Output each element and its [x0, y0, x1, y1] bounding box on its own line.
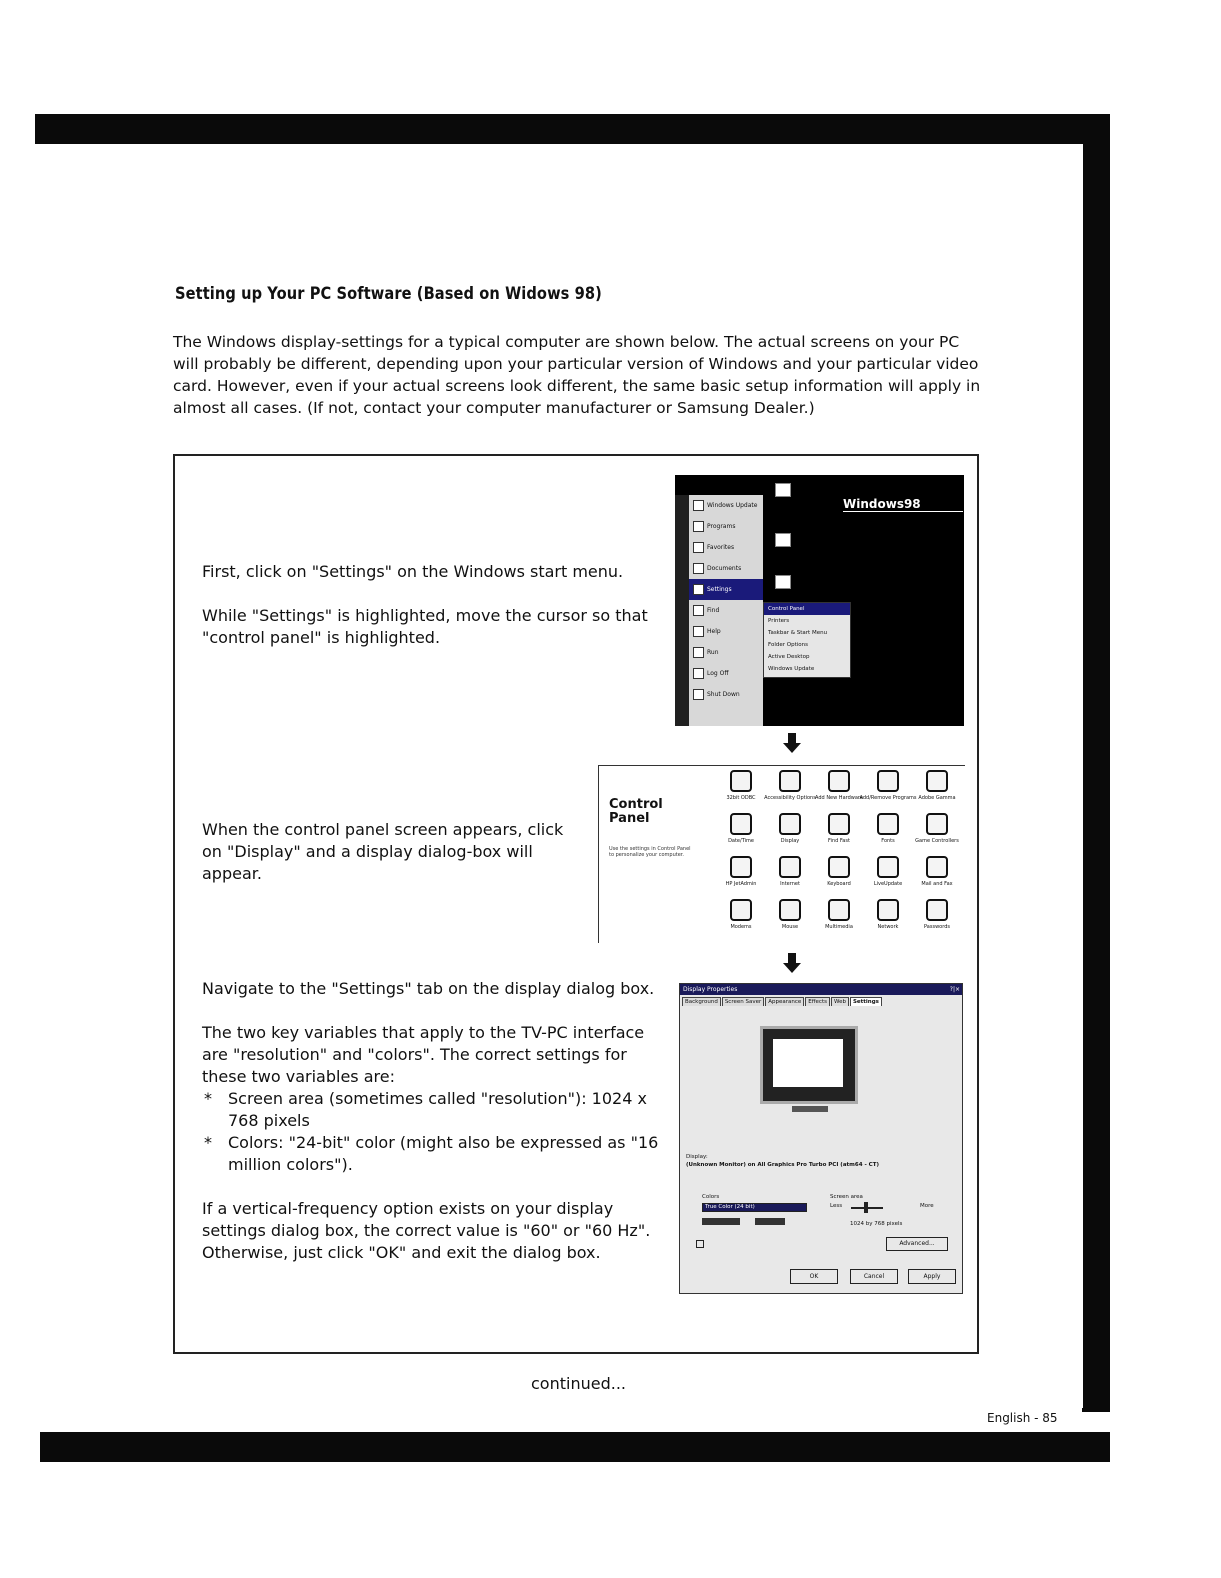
down-arrow-icon: [783, 963, 801, 973]
applet-label: Internet: [780, 881, 800, 887]
desktop-icon: [775, 483, 791, 497]
applet-label: Date/Time: [728, 838, 754, 844]
menu-item-icon: [693, 668, 704, 679]
menu-item-label: Programs: [707, 523, 736, 530]
tab-effects[interactable]: Effects: [805, 997, 830, 1006]
colors-select[interactable]: True Color (24 bit): [702, 1203, 807, 1212]
submenu-item[interactable]: Taskbar & Start Menu: [768, 630, 828, 636]
menu-item-icon: [693, 626, 704, 637]
submenu-item[interactable]: Control Panel: [764, 603, 850, 615]
applet-icon: [730, 856, 752, 878]
top-black-bar: [35, 114, 1110, 144]
start-menu-item[interactable]: [689, 621, 763, 642]
applet-label: LiveUpdate: [873, 881, 903, 887]
tab-appearance[interactable]: Appearance: [765, 997, 804, 1006]
applet-label: Display: [780, 838, 800, 844]
applet-icon: [828, 856, 850, 878]
section-heading: Setting up Your PC Software (Based on Widows 98): [175, 284, 602, 304]
less-label: Less: [830, 1203, 843, 1209]
step1-text: [202, 561, 652, 649]
applet-icon: [779, 899, 801, 921]
applet-label: Adobe Gamma: [918, 795, 956, 801]
applet-icon: [926, 899, 948, 921]
settings-list: [202, 1088, 662, 1176]
display-label: Display:: [686, 1154, 708, 1160]
monitor-stand: [792, 1106, 828, 1112]
applet-icon: [730, 770, 752, 792]
tab-screen-saver[interactable]: Screen Saver: [722, 997, 764, 1006]
checkbox[interactable]: [696, 1240, 704, 1248]
control-panel-item[interactable]: [717, 897, 765, 935]
submenu-item[interactable]: Active Desktop: [768, 654, 810, 660]
applet-label: Accessibility Options: [764, 795, 816, 801]
monitor-preview: [760, 1026, 858, 1104]
control-panel-item[interactable]: [815, 811, 863, 849]
menu-item-label: Run: [707, 649, 719, 656]
control-panel-item[interactable]: [913, 768, 961, 806]
down-arrow-icon: [783, 743, 801, 753]
applet-icon: [828, 813, 850, 835]
start-menu-item[interactable]: [689, 600, 763, 621]
control-panel-item[interactable]: [864, 854, 912, 892]
start-menu-banner: [675, 495, 690, 726]
menu-item-icon: [693, 500, 704, 511]
applet-label: Fonts: [881, 838, 895, 844]
applet-icon: [730, 899, 752, 921]
applet-label: Passwords: [924, 924, 950, 930]
control-panel-item[interactable]: [864, 811, 912, 849]
control-panel-item[interactable]: [859, 768, 917, 806]
control-panel-item[interactable]: [815, 854, 863, 892]
step2-text: When the control panel screen appears, click on "Display" and a display dialog-box will appear.: [202, 820, 564, 883]
applet-icon: [828, 899, 850, 921]
step3-paragraph-1: Navigate to the "Settings" tab on the display dialog box.: [202, 979, 655, 998]
menu-item-label: Documents: [707, 565, 742, 572]
applet-icon: [779, 813, 801, 835]
screen-area-label: Screen area: [830, 1194, 863, 1200]
menu-item-label: Log Off: [707, 670, 729, 677]
desktop-icon: [775, 575, 791, 589]
resolution-bullet: * Screen area (sometimes called "resolution"): 1024 x 768 pixels: [202, 1088, 662, 1132]
start-menu-item[interactable]: [689, 579, 763, 600]
applet-icon: [926, 813, 948, 835]
applet-icon: [877, 813, 899, 835]
applet-label: Keyboard: [827, 881, 851, 887]
display-settings-controls: [679, 1193, 963, 1294]
start-menu-item[interactable]: [689, 684, 763, 705]
start-menu: [689, 495, 763, 726]
color-swatch: [755, 1218, 785, 1225]
applet-icon: [877, 856, 899, 878]
start-menu-item[interactable]: [689, 642, 763, 663]
applet-label: Mouse: [781, 924, 799, 930]
start-menu-item[interactable]: [689, 663, 763, 684]
control-panel-item[interactable]: [766, 811, 814, 849]
start-menu-item[interactable]: [689, 558, 763, 579]
display-value: (Unknown Monitor) on All Graphics Pro Turbo PCI (atm64 - CT): [686, 1162, 879, 1168]
menu-item-icon: [693, 542, 704, 553]
menu-item-icon: [693, 584, 704, 595]
menu-item-label: Settings: [707, 586, 732, 593]
applet-icon: [828, 770, 850, 792]
step3-paragraph-3: If a vertical-frequency option exists on your display settings dialog box, the correct value is "60" or "60 Hz". Otherwise, just click "OK" and exit the dialog box.: [202, 1199, 651, 1262]
applet-label: Add/Remove Programs: [859, 795, 917, 801]
menu-item-label: Favorites: [707, 544, 735, 551]
intro-paragraph: The Windows display-settings for a typical computer are shown below. The actual screens on your PC will probably be different, depending upon your particular version of Windows and your particular video card. However, even if your actual screens look different, the same basic setup information will apply in almost all cases. (If not, contact your computer manufacturer or Samsung Dealer.): [173, 333, 981, 417]
page-number: English - 85: [987, 1411, 1058, 1425]
cancel-button[interactable]: Cancel: [850, 1269, 898, 1284]
start-menu-item[interactable]: [689, 516, 763, 537]
applet-label: Network: [877, 924, 899, 930]
applet-label: Game Controllers: [915, 838, 959, 844]
step3-text: [202, 978, 662, 1264]
more-label: More: [920, 1203, 934, 1209]
bottom-black-bar: [40, 1432, 1110, 1462]
apply-button[interactable]: Apply: [908, 1269, 956, 1284]
menu-item-label: Find: [707, 607, 720, 614]
color-swatch: [702, 1218, 740, 1225]
footer-rule: [1082, 1408, 1110, 1412]
continued-label: continued...: [531, 1374, 626, 1393]
applet-label: Modems: [730, 924, 752, 930]
dialog-title: Display Properties: [683, 986, 738, 993]
menu-item-icon: [693, 689, 704, 700]
settings-submenu: [763, 602, 851, 678]
applet-icon: [926, 856, 948, 878]
submenu-item[interactable]: Printers: [768, 618, 790, 624]
resolution-value: 1024 by 768 pixels: [850, 1221, 903, 1227]
control-panel-item[interactable]: [717, 811, 765, 849]
menu-item-icon: [693, 647, 704, 658]
tab-background[interactable]: Background: [682, 997, 721, 1006]
applet-label: HP JetAdmin: [725, 881, 757, 887]
submenu-item[interactable]: Windows Update: [768, 666, 815, 672]
desktop-icon: [775, 533, 791, 547]
control-panel-item[interactable]: [864, 897, 912, 935]
submenu-item[interactable]: Folder Options: [768, 642, 808, 648]
monitor-screen: [773, 1039, 843, 1087]
step1-paragraph-1: First, click on "Settings" on the Windows start menu.: [202, 562, 624, 581]
control-panel-item[interactable]: [913, 897, 961, 935]
display-properties-screenshot: [679, 983, 963, 1195]
control-panel-screenshot: [598, 765, 965, 943]
step1-paragraph-2: While "Settings" is highlighted, move the cursor so that "control panel" is highlighted.: [202, 606, 648, 647]
applet-icon: [877, 899, 899, 921]
applet-icon: [730, 813, 752, 835]
tab-web[interactable]: Web: [831, 997, 849, 1006]
start-menu-item[interactable]: [689, 495, 763, 516]
control-panel-item[interactable]: [766, 768, 814, 806]
menu-item-label: Shut Down: [707, 691, 740, 698]
applet-label: 32bit ODBC: [726, 795, 756, 801]
step3-paragraph-2: The two key variables that apply to the TV-PC interface are "resolution" and "colors". The correct settings for these two variables are:: [202, 1023, 645, 1086]
control-panel-item[interactable]: [717, 768, 765, 806]
control-panel-item[interactable]: [815, 768, 863, 806]
control-panel-item[interactable]: [766, 854, 814, 892]
applet-label: Mail and Fax: [921, 881, 953, 887]
windows98-logo: Windows98: [843, 497, 963, 512]
applet-icon: [779, 770, 801, 792]
control-panel-description: Use the settings in Control Panel to personalize your computer.: [609, 846, 691, 858]
applet-label: Multimedia: [825, 924, 853, 930]
menu-item-icon: [693, 605, 704, 616]
applet-icon: [877, 770, 899, 792]
menu-item-icon: [693, 521, 704, 532]
control-panel-item[interactable]: [815, 897, 863, 935]
control-panel-title: Control Panel: [609, 797, 663, 826]
applet-label: Add New Hardware: [815, 795, 863, 801]
menu-item-icon: [693, 563, 704, 574]
close-icon[interactable]: ?|×: [949, 986, 960, 993]
dialog-tabs: [680, 995, 962, 1006]
control-panel-item[interactable]: [717, 854, 765, 892]
control-panel-icon-grid: [717, 768, 965, 935]
control-panel-item[interactable]: [913, 811, 961, 849]
menu-item-label: Help: [707, 628, 721, 635]
start-menu-screenshot: [675, 475, 964, 726]
control-panel-item[interactable]: [766, 897, 814, 935]
control-panel-item[interactable]: [913, 854, 961, 892]
tab-settings[interactable]: Settings: [850, 997, 882, 1006]
colors-label: Colors: [702, 1194, 720, 1200]
advanced-button[interactable]: Advanced...: [886, 1237, 948, 1251]
colors-bullet: * Colors: "24-bit" color (might also be expressed as "16 million colors").: [202, 1132, 662, 1176]
dialog-titlebar: [680, 984, 962, 995]
applet-label: Find Fast: [828, 838, 850, 844]
ok-button[interactable]: OK: [790, 1269, 838, 1284]
right-black-bar: [1083, 114, 1110, 1410]
applet-icon: [926, 770, 948, 792]
menu-item-label: Windows Update: [707, 502, 758, 509]
slider-handle[interactable]: [864, 1202, 868, 1213]
start-menu-item[interactable]: [689, 537, 763, 558]
applet-icon: [779, 856, 801, 878]
